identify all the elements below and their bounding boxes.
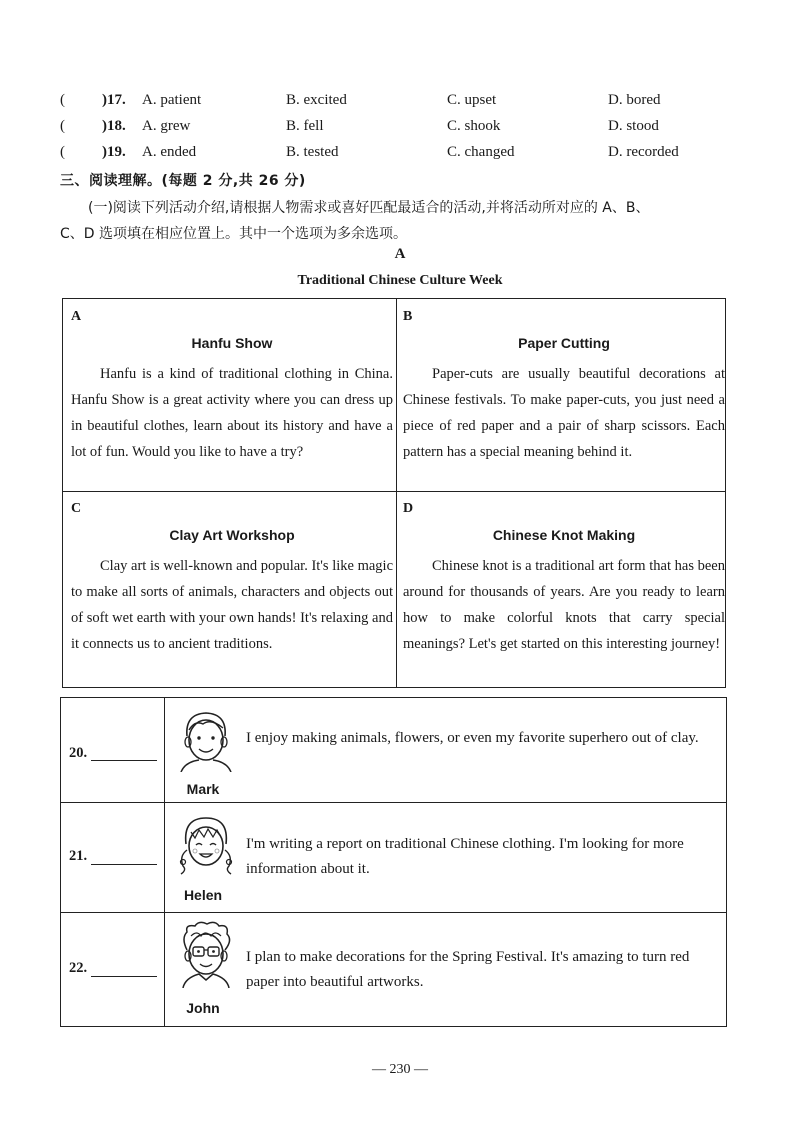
item-number: 21.: [69, 848, 88, 864]
question-number: )18.: [102, 118, 126, 134]
boy-glasses-face-icon: [173, 918, 239, 988]
person-name: Helen: [183, 887, 223, 903]
item-number: 22.: [69, 960, 88, 976]
person-statement: I plan to make decorations for the Spring Festival. It's amazing to turn red paper into beautiful artworks.: [246, 949, 690, 990]
option-c: C. shook: [447, 118, 501, 134]
instruction-line-1: (一)阅读下列活动介绍,请根据人物需求或喜好匹配最适合的活动,并将活动所对应的 A、B、: [88, 200, 650, 216]
table-divider-horizontal: [63, 491, 725, 492]
answer-blank[interactable]: [91, 850, 157, 865]
person-statement: I enjoy making animals, flowers, or even my favorite superhero out of clay.: [246, 730, 699, 746]
activity-letter: A: [71, 309, 82, 324]
activity-letter: D: [403, 501, 414, 516]
answer-blank[interactable]: [91, 746, 157, 761]
passage-title: Traditional Chinese Culture Week: [297, 273, 503, 288]
activity-title: Hanfu Show: [191, 335, 273, 351]
option-a: A. grew: [142, 118, 191, 134]
answer-paren: (: [60, 118, 65, 134]
person-statement: I'm writing a report on traditional Chinese clothing. I'm looking for more information about it.: [246, 836, 684, 877]
row-divider: [61, 912, 726, 913]
activity-description: Clay art is well-known and popular. It's like magic to make all sorts of animals, characters and objects out of soft wet earth with your own hands! It's relaxing and it connects us to ancient traditions.: [71, 558, 393, 652]
activities-table: [62, 298, 726, 688]
option-b: B. fell: [286, 118, 324, 134]
option-a: A. patient: [142, 92, 202, 108]
person-name: John: [186, 1000, 220, 1016]
activity-description: Hanfu is a kind of traditional clothing in China. Hanfu Show is a great activity where you can dress up in beautiful clothes, learn about its history and have a lot of fun. Would you like to have a try?: [71, 366, 393, 460]
row-divider: [61, 802, 726, 803]
people-table: [60, 697, 727, 1027]
option-b: B. excited: [286, 92, 347, 108]
option-d: D. stood: [608, 118, 659, 134]
option-d: D. bored: [608, 92, 661, 108]
activity-description: Chinese knot is a traditional art form that has been around for thousands of years. Are you ready to learn how to make colorful knots that carry special meanings? Let's get started on this interesting journey!: [403, 558, 725, 652]
activity-title: Chinese Knot Making: [492, 527, 636, 543]
activity-letter: C: [71, 501, 82, 516]
person-name: Mark: [186, 781, 220, 797]
passage-label: A: [394, 246, 406, 262]
item-number: 20.: [69, 745, 88, 761]
option-b: B. tested: [286, 144, 339, 160]
question-row-17: [60, 92, 740, 116]
activity-letter: B: [403, 309, 413, 324]
answer-blank[interactable]: [91, 962, 157, 977]
question-number: )17.: [102, 92, 126, 108]
answer-paren: (: [60, 92, 65, 108]
option-d: D. recorded: [608, 144, 679, 160]
table-divider-vertical: [164, 698, 165, 1026]
option-c: C. changed: [447, 144, 515, 160]
option-c: C. upset: [447, 92, 497, 108]
girl-face-icon: [173, 810, 239, 878]
page-number: — 230 —: [372, 1062, 428, 1077]
activity-description: Paper-cuts are usually beautiful decorations at Chinese festivals. To make paper-cuts, you just need a piece of red paper and a pair of sharp scissors. Each pattern has a special meaning behind it.: [403, 366, 725, 460]
activity-title: Paper Cutting: [518, 335, 610, 351]
answer-paren: (: [60, 144, 65, 160]
activity-title: Clay Art Workshop: [169, 527, 295, 543]
instruction-line-2: C、D 选项填在相应位置上。其中一个选项为多余选项。: [60, 226, 408, 242]
question-row-18: [60, 118, 740, 142]
option-a: A. ended: [142, 144, 197, 160]
question-row-19: [60, 144, 740, 168]
question-number: )19.: [102, 144, 126, 160]
boy-face-icon: [173, 706, 239, 772]
table-divider-vertical: [396, 299, 397, 687]
section-title: 三、阅读理解。(每题 2 分,共 26 分): [60, 173, 306, 189]
